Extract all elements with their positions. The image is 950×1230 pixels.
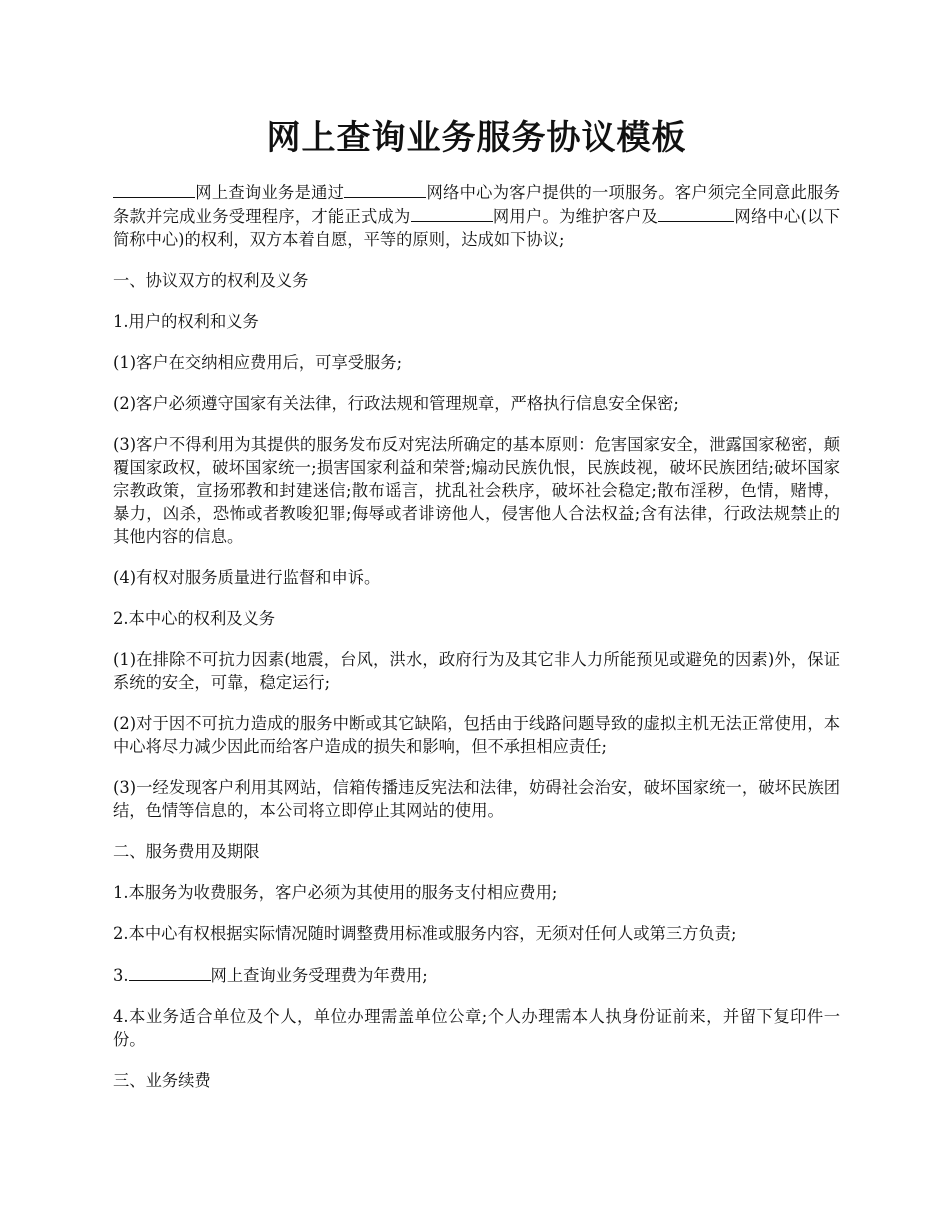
intro-paragraph	[113, 180, 840, 251]
user-clause-2: (2)客户必须遵守国家有关法律，行政法规和管理规章，严格执行信息安全保密;	[113, 394, 679, 413]
fee-clause-3-prefix: 3.	[113, 966, 129, 985]
section-heading-3: 三、业务续费	[113, 1071, 211, 1090]
document-title: 网上查询业务服务协议模板	[266, 118, 687, 158]
center-clause-1: (1)在排除不可抗力因素(地震，台风，洪水，政府行为及其它非人力所能预见或避免的因素)外，保证系统的安全，可靠，稳定运行;	[113, 650, 840, 692]
fill-blank	[129, 963, 211, 981]
section-heading-1: 一、协议双方的权利及义务	[113, 271, 309, 290]
fill-blank	[696, 204, 734, 222]
subsection-heading-user: 1.用户的权利和义务	[113, 312, 259, 331]
intro-text-1: 网上查询业务是通过	[195, 183, 345, 202]
fill-blank	[113, 180, 195, 198]
center-clause-3: (3)一经发现客户利用其网站，信箱传播违反宪法和法律，妨碍社会治安，破坏国家统一，破坏民族团结，色情等信息的，本公司将立即停止其网站的使用。	[113, 778, 840, 820]
fee-clause-2: 2.本中心有权根据实际情况随时调整费用标准或服务内容，无须对任何人或第三方负责;	[113, 924, 737, 943]
section-heading-2: 二、服务费用及期限	[113, 842, 260, 861]
center-clause-2: (2)对于因不可抗力造成的服务中断或其它缺陷，包括由于线路问题导致的虚拟主机无法正常使用，本中心将尽力减少因此而给客户造成的损失和影响，但不承担相应责任;	[113, 714, 840, 756]
fee-clause-3-suffix: 网上查询业务受理费为年费用;	[210, 966, 428, 985]
fee-clause-4: 4.本业务适合单位及个人，单位办理需盖单位公章;个人办理需本人执身份证前来，并留下复印件一份。	[113, 1007, 840, 1049]
fill-blank	[344, 180, 426, 198]
fee-clause-1: 1.本服务为收费服务，客户必须为其使用的服务支付相应费用;	[113, 883, 558, 902]
fee-clause-3	[113, 963, 840, 987]
subsection-heading-center: 2.本中心的权利及义务	[113, 609, 276, 628]
intro-text-3: 网用户。为维护客户及	[492, 207, 659, 226]
fill-blank	[658, 204, 696, 222]
intro-text-2: 网络中心为客户提供的一项服务。客户须完全同意此服务条款并完成业务受理程序，才能正式成为	[113, 183, 840, 226]
user-clause-3: (3)客户不得利用为其提供的服务发布反对宪法所确定的基本原则：危害国家安全，泄露国家秘密，颠覆国家政权，破坏国家统一;损害国家利益和荣誉;煽动民族仇恨，民族歧视，破坏民族团结;破坏国家宗教政策，宣扬邪教和封建迷信;散布谣言，扰乱社会秩序，破坏社会稳定;散布淫秽，色情，赌博，暴力，凶杀，恐怖或者教唆犯罪;侮辱或者诽谤他人，侵害他人合法权益;含有法律，行政法规禁止的其他内容的信息。	[113, 435, 840, 546]
document-page	[113, 112, 840, 1110]
user-clause-1: (1)客户在交纳相应费用后，可享受服务;	[113, 353, 403, 372]
intro-text-4: 网络中心(以下简称中心)的权利，双方本着自愿，平等的原则，达成如下协议;	[113, 207, 840, 249]
user-clause-4: (4)有权对服务质量进行监督和申诉。	[113, 568, 381, 587]
fill-blank	[411, 204, 493, 222]
